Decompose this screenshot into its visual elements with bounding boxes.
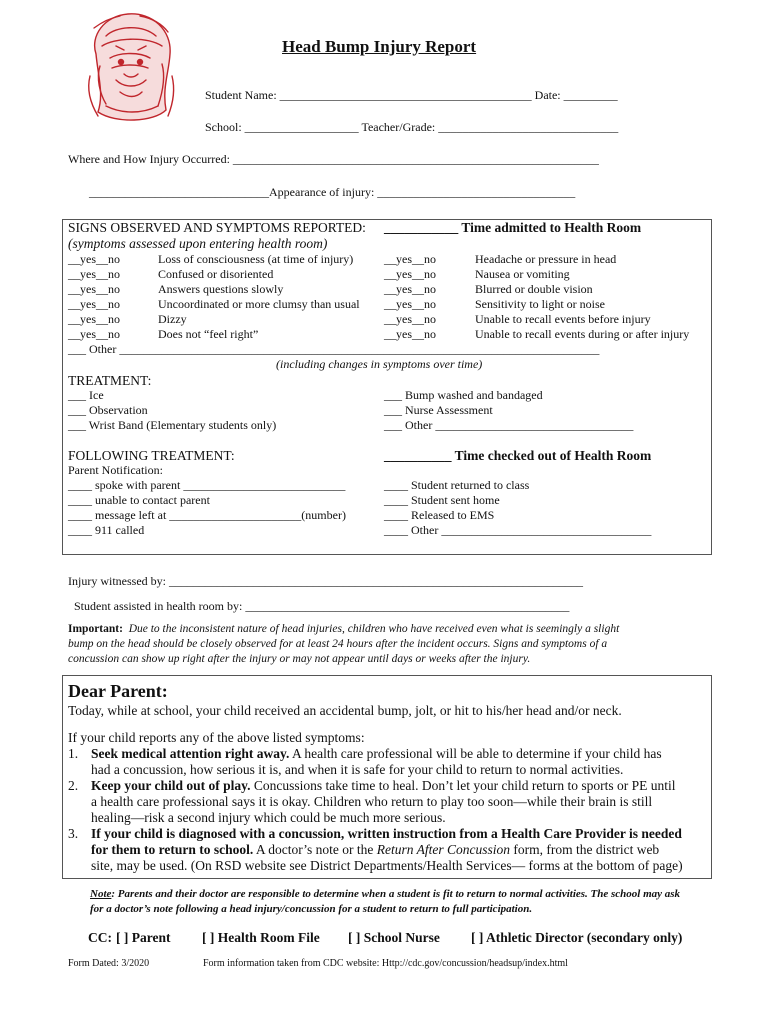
yesno-field[interactable]: __yes__no — [384, 267, 436, 281]
item-number: 1. — [68, 746, 79, 761]
following-option[interactable]: ____ Other ___________________________________ — [384, 523, 652, 537]
other-note: (including changes in symptoms over time) — [276, 357, 483, 371]
treatment-option[interactable]: ___ Ice — [68, 388, 104, 402]
left-yesno-list[interactable] — [68, 252, 120, 342]
following-right-list[interactable] — [384, 478, 651, 538]
item3-italic: Return After Concussion — [376, 842, 510, 857]
symptom-label: Answers questions slowly — [158, 282, 284, 296]
note-line-2: for a doctor’s note following a head injury/concussion for a student to return to full participation. — [90, 903, 533, 915]
dear-parent-intro: Today, while at school, your child received an accidental bump, jolt, or hit to his/her head and/or neck. — [68, 703, 622, 718]
appearance-line[interactable]: ______________________________Appearance of injury: _________________________________ — [89, 185, 576, 199]
symptom-label: Sensitivity to light or noise — [475, 297, 606, 311]
school-teacher-line[interactable]: School: ___________________ Teacher/Grade: ______________________________ — [205, 120, 619, 134]
item2-line1 — [91, 778, 675, 794]
important-line-2: bump on the head should be closely observed for at least 24 hours after the incident occurs. Signs and symptoms of a — [68, 638, 608, 650]
cc-school-nurse-checkbox[interactable]: [ ] School Nurse — [348, 930, 440, 945]
treatment-option[interactable]: ___ Wrist Band (Elementary students only) — [68, 418, 277, 432]
parent-notification-label: Parent Notification: — [68, 463, 163, 477]
symptom-label: Does not “feel right” — [158, 327, 259, 341]
assessed-note: (symptoms assessed upon entering health room) — [68, 236, 328, 251]
page-title: Head Bump Injury Report — [282, 37, 477, 56]
symptom-label: Dizzy — [158, 312, 187, 326]
item-number: 2. — [68, 778, 79, 793]
treatment-option[interactable]: ___ Bump washed and bandaged — [384, 388, 543, 402]
dear-parent-heading: Dear Parent: — [68, 681, 168, 701]
following-option[interactable]: ____ Released to EMS — [384, 508, 495, 522]
symptom-label: Uncoordinated or more clumsy than usual — [158, 297, 360, 311]
following-heading: FOLLOWING TREATMENT: — [68, 448, 235, 463]
item1-text: A health care professional will be able to determine if your child has — [289, 746, 662, 761]
following-option[interactable]: ____ message left at ______________________(number) — [68, 508, 346, 522]
important-line-3: concussion can show up right after the injury or may not appear until days or weeks after the injury. — [68, 653, 531, 665]
following-option[interactable]: ____ Student returned to class — [384, 478, 530, 492]
other-symptom-line[interactable]: ___ Other ________________________________________________________________________________ — [68, 342, 600, 356]
yesno-field[interactable]: __yes__no — [68, 282, 120, 296]
yesno-field[interactable]: __yes__no — [384, 327, 436, 341]
item3-text-a: A doctor’s note or the — [253, 842, 377, 857]
item2-bold: Keep your child out of play. — [91, 778, 251, 793]
important-label: Important: — [68, 623, 123, 635]
item2-line3: healing—risk a second injury which could be much more serious. — [91, 810, 446, 825]
item1-bold: Seek medical attention right away. — [91, 746, 290, 761]
note-label: Note — [90, 888, 112, 900]
time-admitted-field[interactable]: ___________ Time admitted to Health Room — [384, 220, 642, 235]
treatment-heading: TREATMENT: — [68, 373, 152, 388]
symptom-label: Confused or disoriented — [158, 267, 274, 281]
important-text: Due to the inconsistent nature of head injuries, children who have received even what is seemingly a slight — [128, 623, 620, 635]
signs-heading: SIGNS OBSERVED AND SYMPTOMS REPORTED: — [68, 220, 366, 235]
item1-line2: had a concussion, how serious it is, and when it is safe for your child to return to normal activities. — [91, 762, 624, 777]
cc-athletic-director-checkbox[interactable]: [ ] Athletic Director (secondary only) — [471, 930, 683, 945]
treatment-option[interactable]: ___ Observation — [68, 403, 148, 417]
treatment-option[interactable]: ___ Other _________________________________ — [384, 418, 634, 432]
assisted-line[interactable]: Student assisted in health room by: ______________________________________________________ — [74, 599, 570, 613]
where-how-line[interactable]: Where and How Injury Occurred: _____________________________________________________________ — [68, 152, 599, 166]
right-yesno-list[interactable] — [384, 252, 436, 342]
time-out-field[interactable]: __________ Time checked out of Health Room — [384, 448, 652, 463]
yesno-field[interactable]: __yes__no — [384, 252, 436, 266]
witnessed-line[interactable]: Injury witnessed by: _____________________________________________________________________ — [68, 574, 583, 588]
yesno-field[interactable]: __yes__no — [68, 252, 120, 266]
following-option[interactable]: ____ Student sent home — [384, 493, 500, 507]
treatment-left-list[interactable] — [68, 388, 276, 433]
following-left-list[interactable] — [68, 478, 346, 538]
cc-health-room-checkbox[interactable]: [ ] Health Room File — [202, 930, 320, 945]
cc-label: CC: — [88, 930, 112, 945]
yesno-field[interactable]: __yes__no — [68, 327, 120, 341]
cc-parent-checkbox[interactable]: [ ] Parent — [116, 930, 171, 945]
item3-line1: If your child is diagnosed with a concussion, written instruction from a Health Care Provider is needed — [91, 826, 682, 841]
yesno-field[interactable]: __yes__no — [384, 282, 436, 296]
symptom-label: Nausea or vomiting — [475, 267, 570, 281]
right-symptom-list — [475, 252, 689, 342]
yesno-field[interactable]: __yes__no — [384, 312, 436, 326]
following-option[interactable]: ____ unable to contact parent — [68, 493, 210, 507]
item1-line1 — [91, 746, 662, 762]
symptom-label: Blurred or double vision — [475, 282, 593, 296]
form-source: Form information taken from CDC website: Http://cdc.gov/concussion/headsup/index.html — [203, 958, 568, 969]
item3-line3: site, may be used. (On RSD website see District Departments/Health Services— forms at the bottom of page) — [91, 858, 683, 873]
student-name-date-line[interactable]: Student Name: __________________________________________ Date: _________ — [205, 88, 618, 102]
form-dated: Form Dated: 3/2020 — [68, 958, 150, 969]
yesno-field[interactable]: __yes__no — [68, 267, 120, 281]
item3-text-b: form, from the district web — [509, 842, 660, 857]
symptom-label: Unable to recall events during or after injury — [475, 327, 690, 341]
symptom-label: Loss of consciousness (at time of injury) — [158, 252, 354, 266]
symptom-label: Unable to recall events before injury — [475, 312, 651, 326]
yesno-field[interactable]: __yes__no — [68, 297, 120, 311]
note-text: : Parents and their doctor are responsible to determine when a student is fit to return to normal activities. The school may ask — [111, 888, 681, 900]
item-number: 3. — [68, 826, 79, 841]
note-line-1 — [90, 888, 680, 900]
item2-line2: a health care professional says it is okay. Children who return to play too soon—while their brain is still — [91, 794, 653, 809]
following-option[interactable]: ____ spoke with parent ___________________________ — [68, 478, 346, 492]
following-option[interactable]: ____ 911 called — [68, 523, 145, 537]
treatment-option[interactable]: ___ Nurse Assessment — [384, 403, 493, 417]
left-symptom-list — [158, 252, 360, 342]
gorilla-logo-icon — [76, 6, 184, 128]
item2-text: Concussions take time to heal. Don’t let your child return to sports or PE until — [250, 778, 676, 793]
symptom-label: Headache or pressure in head — [475, 252, 617, 266]
item3-bold2: for them to return to school. — [91, 842, 254, 857]
important-line-1 — [68, 623, 619, 635]
treatment-right-list[interactable] — [384, 388, 633, 433]
yesno-field[interactable]: __yes__no — [68, 312, 120, 326]
yesno-field[interactable]: __yes__no — [384, 297, 436, 311]
dear-parent-if-line: If your child reports any of the above listed symptoms: — [68, 730, 365, 745]
item3-line2 — [91, 842, 659, 858]
